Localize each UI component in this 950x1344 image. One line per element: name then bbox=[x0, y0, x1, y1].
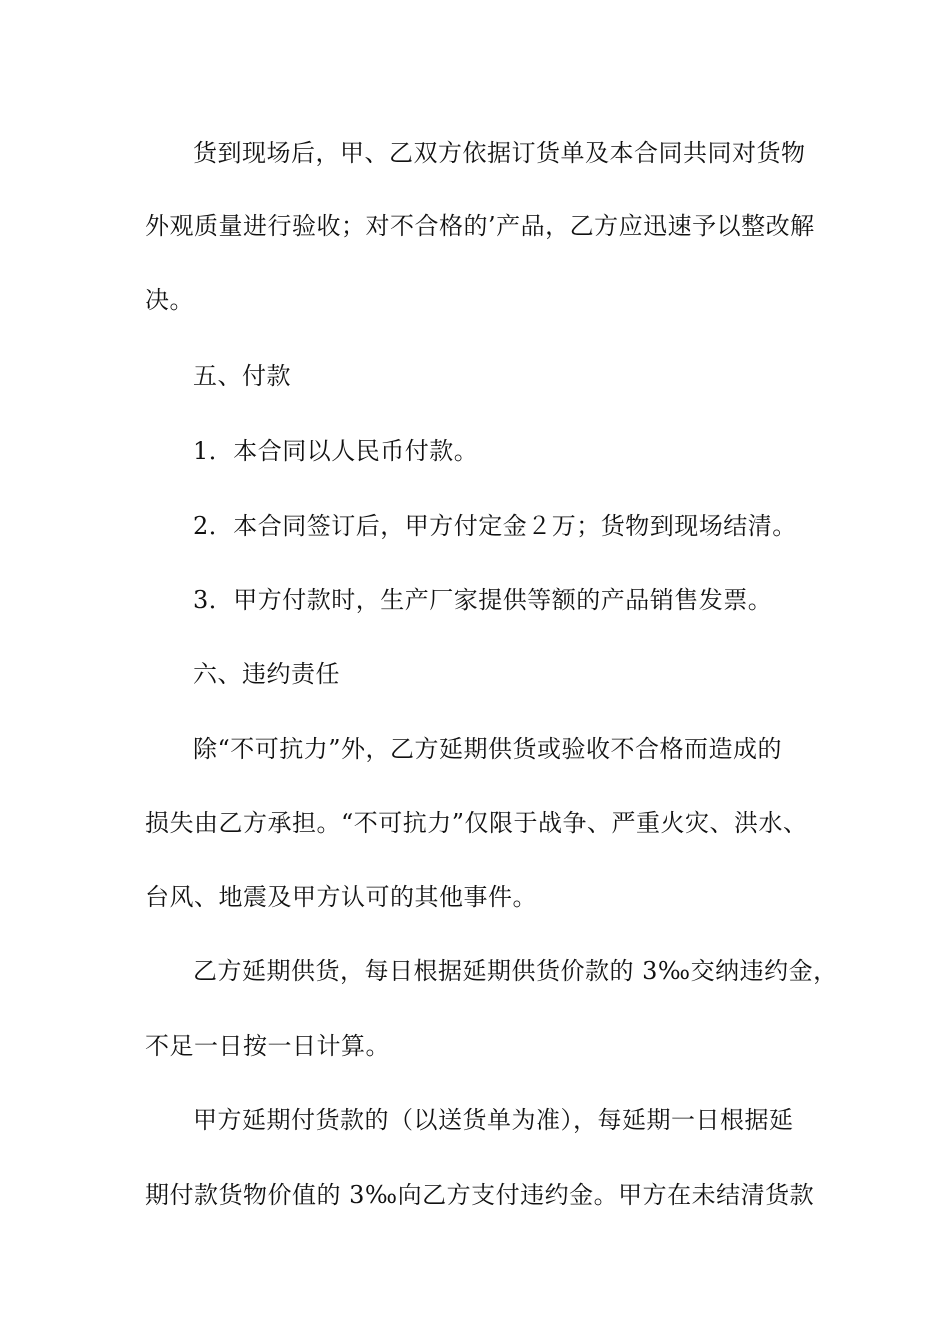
paragraph-line: 决。 bbox=[145, 286, 194, 314]
paragraph-line: 台风、地震及甲方认可的其他事件。 bbox=[145, 883, 537, 911]
paragraph-line: 货到现场后，甲、乙双方依据订货单及本合同共同对货物 bbox=[193, 139, 806, 167]
paragraph-line: 乙方延期供货，每日根据延期供货价款的 3‰交纳违约金， bbox=[193, 957, 838, 985]
list-item: 2．本合同签订后，甲方付定金２万；货物到现场结清。 bbox=[193, 512, 797, 540]
list-item: 1．本合同以人民币付款。 bbox=[193, 437, 479, 465]
paragraph-line: 不足一日按一日计算。 bbox=[145, 1032, 390, 1060]
paragraph-line: 甲方延期付货款的（以送货单为准），每延期一日根据延 bbox=[193, 1106, 794, 1134]
list-item: 3．甲方付款时，生产厂家提供等额的产品销售发票。 bbox=[193, 586, 773, 614]
paragraph-line: 除“不可抗力”外，乙方延期供货或验收不合格而造成的 bbox=[193, 735, 783, 763]
section-heading: 六、违约责任 bbox=[193, 660, 340, 688]
paragraph-line: 外观质量进行验收；对不合格的’产品，乙方应迅速予以整改解 bbox=[145, 212, 815, 240]
paragraph-line: 期付款货物价值的 3‰向乙方支付违约金。甲方在未结清货款 bbox=[145, 1181, 815, 1209]
section-heading: 五、付款 bbox=[193, 362, 291, 390]
paragraph-line: 损失由乙方承担。“不可抗力”仅限于战争、严重火灾、洪水、 bbox=[145, 809, 808, 837]
